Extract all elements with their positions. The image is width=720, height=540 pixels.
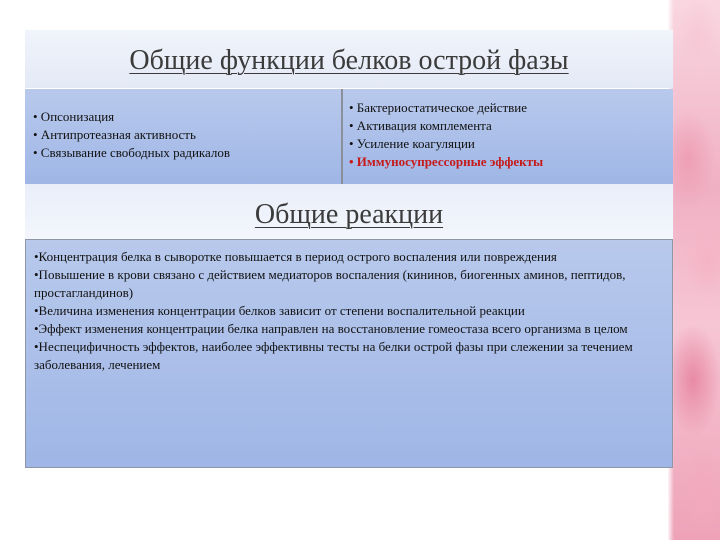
right-list-item-highlighted: • Иммуносупрессорные эффекты [349, 154, 544, 169]
slide-title: Общие функции белков острой фазы [129, 45, 569, 76]
reaction-item: •Концентрация белка в сыворотке повышается в период острого воспаления или повреждения [34, 249, 557, 264]
section-subtitle: Общие реакции [254, 199, 444, 230]
decorative-flower-background [668, 0, 720, 540]
left-list-item: • Опсонизация [33, 109, 115, 124]
reaction-item: •Эффект изменения концентрации белка направлен на восстановление гомеостаза всего организма в целом [34, 321, 628, 336]
left-list-item: • Антипротеазная активность [33, 127, 196, 142]
reactions-box [25, 239, 673, 468]
right-list-item: • Активация комплемента [349, 118, 492, 133]
left-list-item: • Связывание свободных радикалов [33, 145, 231, 160]
right-list-item: • Усиление коагуляции [349, 136, 475, 151]
reaction-item: •Повышение в крови связано с действием медиаторов воспаления (кининов, биогенных аминов, пептидов, простагландинов) [34, 267, 626, 300]
reaction-item: •Неспецифичность эффектов, наиболее эффективны тесты на белки острой фазы при слежении за течением заболевания, лечением [34, 339, 633, 372]
right-function-box [343, 89, 673, 184]
right-list-item: • Бактериостатическое действие [349, 100, 527, 115]
left-function-box [25, 89, 343, 184]
reaction-item: •Величина изменения концентрации белков зависит от степени воспалительной реакции [34, 303, 525, 318]
